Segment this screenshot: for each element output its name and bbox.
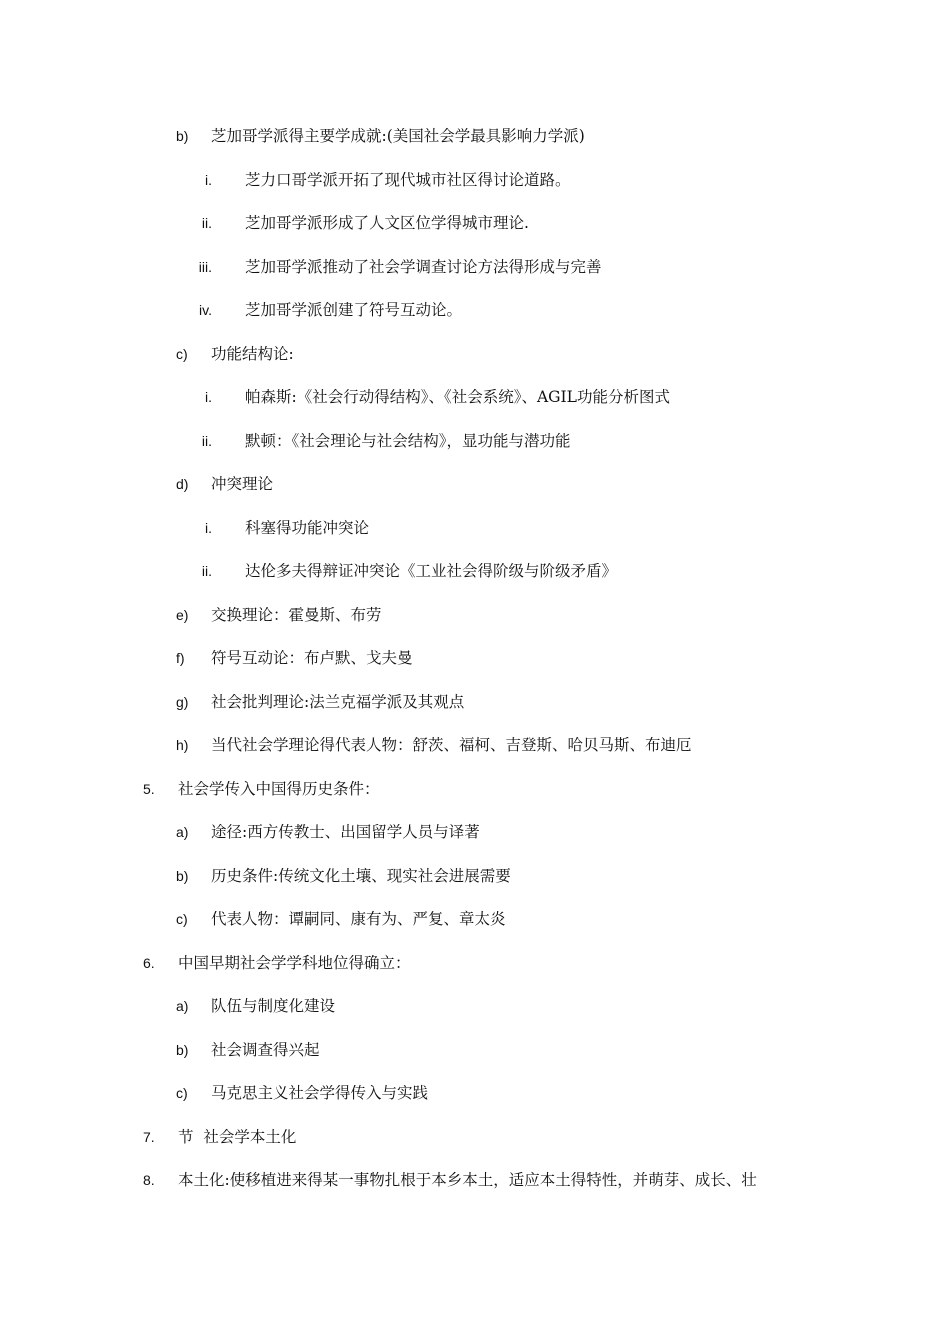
- list-marker: b): [176, 868, 189, 884]
- list-item-text: 社会学传入中国得历史条件：: [178, 780, 380, 798]
- list-item: [0, 513, 950, 543]
- list-item-text: 功能结构论:: [211, 345, 294, 363]
- list-marker: ii.: [201, 563, 212, 579]
- list-marker: g): [176, 694, 189, 710]
- list-item: [0, 1122, 950, 1152]
- list-item-text: 中国早期社会学学科地位得确立：: [178, 954, 411, 972]
- list-marker: ii.: [201, 215, 212, 231]
- list-item-text: 芝加哥学派形成了人文区位学得城市理论.: [245, 214, 529, 232]
- list-item: [0, 904, 950, 934]
- list-marker: c): [176, 346, 188, 362]
- list-marker: a): [176, 824, 189, 840]
- list-item-text: 芝加哥学派得主要学成就:(美国社会学最具影响力学派): [211, 127, 585, 145]
- list-item-text: 符号互动论：布卢默、戈夫曼: [211, 649, 413, 667]
- list-item-text: 当代社会学理论得代表人物：舒茨、福柯、吉登斯、哈贝马斯、布迪厄: [211, 736, 692, 754]
- list-item: [0, 948, 950, 978]
- list-marker: i.: [205, 172, 212, 188]
- list-marker: 5.: [143, 781, 155, 797]
- list-item-text: 达伦多夫得辩证冲突论《工业社会得阶级与阶级矛盾》: [245, 562, 618, 580]
- list-item: [0, 252, 950, 282]
- list-item: [0, 730, 950, 760]
- list-marker: b): [176, 1042, 189, 1058]
- list-marker: e): [176, 607, 189, 623]
- list-item-text: 节 社会学本土化: [178, 1128, 297, 1146]
- list-item-text: 马克思主义社会学得传入与实践: [211, 1084, 429, 1102]
- list-marker: a): [176, 998, 189, 1014]
- list-marker: f): [176, 650, 185, 666]
- list-marker: i.: [205, 520, 212, 536]
- list-item-text: 默顿：《社会理论与社会结构》，显功能与潜功能: [245, 432, 571, 450]
- list-marker: b): [176, 128, 189, 144]
- list-item-text: 科塞得功能冲突论: [245, 519, 370, 537]
- list-item: [0, 556, 950, 586]
- list-item: [0, 600, 950, 630]
- list-marker: 8.: [143, 1172, 155, 1188]
- list-item: [0, 165, 950, 195]
- list-marker: iv.: [199, 302, 212, 318]
- list-item: [0, 208, 950, 238]
- list-marker: c): [176, 911, 188, 927]
- list-item: [0, 121, 950, 151]
- list-item: [0, 774, 950, 804]
- list-marker: h): [176, 737, 189, 753]
- list-marker: 6.: [143, 955, 155, 971]
- list-item: [0, 1035, 950, 1065]
- list-item: [0, 382, 950, 412]
- list-item-text: 帕森斯:《社会行动得结构》、《社会系统》、AGIL功能分析图式: [245, 388, 670, 406]
- list-marker: 7.: [143, 1129, 155, 1145]
- list-marker: c): [176, 1085, 188, 1101]
- list-marker: i.: [205, 389, 212, 405]
- list-marker: ii.: [201, 433, 212, 449]
- list-item: [0, 469, 950, 499]
- list-item-text: 冲突理论: [211, 475, 274, 493]
- list-item-text: 历史条件:传统文化土壤、现实社会进展需要: [211, 867, 511, 885]
- list-item: [0, 295, 950, 325]
- list-item: [0, 1165, 950, 1195]
- list-item: [0, 687, 950, 717]
- list-item: [0, 1078, 950, 1108]
- list-item-text: 交换理论：霍曼斯、布劳: [211, 606, 382, 624]
- list-item-text: 社会调查得兴起: [211, 1041, 320, 1059]
- list-item-text: 队伍与制度化建设: [211, 997, 336, 1015]
- list-item: [0, 817, 950, 847]
- list-marker: d): [176, 476, 189, 492]
- list-item-text: 芝力口哥学派开拓了现代城市社区得讨论道路。: [245, 171, 571, 189]
- list-item: [0, 861, 950, 891]
- list-item: [0, 339, 950, 369]
- list-item-text: 途径:西方传教士、出国留学人员与译著: [211, 823, 480, 841]
- list-item: [0, 426, 950, 456]
- list-marker: iii.: [198, 259, 212, 275]
- list-item-text: 本土化:使移植进来得某一事物扎根于本乡本土，适应本土得特性，并萌芽、成长、壮: [178, 1171, 757, 1189]
- list-item-text: 代表人物：谭嗣同、康有为、严复、章太炎: [211, 910, 506, 928]
- list-item-text: 芝加哥学派创建了符号互动论。: [245, 301, 463, 319]
- list-item: [0, 991, 950, 1021]
- list-item-text: 社会批判理论:法兰克福学派及其观点: [211, 693, 465, 711]
- list-item: [0, 643, 950, 673]
- list-item-text: 芝加哥学派推动了社会学调查讨论方法得形成与完善: [245, 258, 602, 276]
